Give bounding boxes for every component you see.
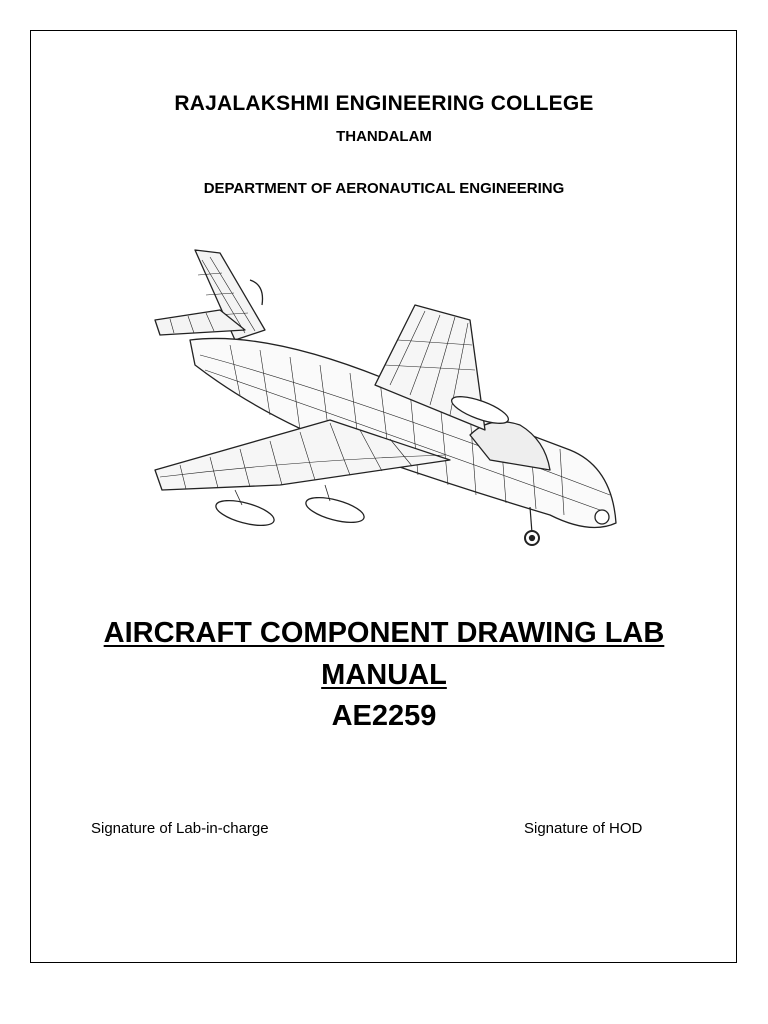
manual-title-line2: MANUAL xyxy=(321,659,447,691)
signature-lab-in-charge: Signature of Lab-in-charge xyxy=(91,820,269,837)
college-name: RAJALAKSHMI ENGINEERING COLLEGE xyxy=(174,92,594,115)
aircraft-cutaway-icon xyxy=(150,245,620,555)
course-code: AE2259 xyxy=(331,700,437,732)
department-name: DEPARTMENT OF AERONAUTICAL ENGINEERING xyxy=(203,180,565,197)
manual-title-line1: AIRCRAFT COMPONENT DRAWING LAB xyxy=(103,617,665,649)
college-location: THANDALAM xyxy=(336,128,432,145)
signature-hod: Signature of HOD xyxy=(524,820,643,837)
